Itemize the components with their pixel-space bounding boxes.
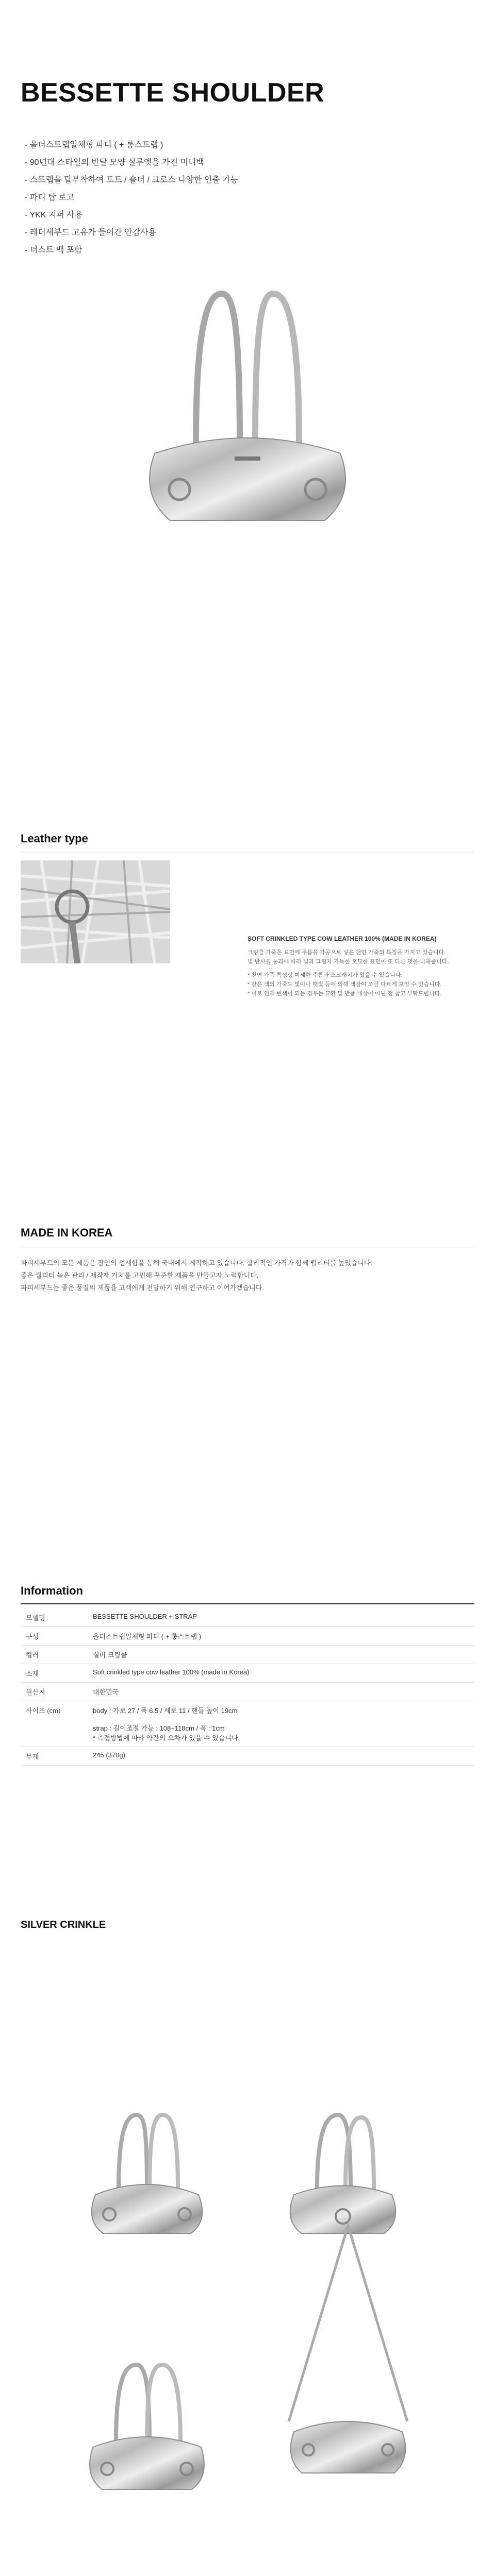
feature-list bbox=[25, 137, 238, 259]
info-key: 모델명 bbox=[21, 1608, 88, 1627]
info-key: 소재 bbox=[21, 1664, 88, 1683]
info-value: 올더스트랩일체형 파디 ( + 롱스트랩 ) bbox=[88, 1627, 474, 1646]
leather-desc-line: * 이로 인해 변색이 되는 경우는 교환 및 반품 대상이 아닌 점 참고 부탁드립니다. bbox=[248, 991, 442, 997]
info-key: 컬러 bbox=[21, 1646, 88, 1664]
table-row bbox=[21, 1664, 474, 1683]
leather-desc-line: 크링클 가죽은 표면에 주름을 가공으로 넣은 천연 가죽의 특징을 가지고 있습니다. bbox=[248, 950, 446, 956]
feature-item: - 올더스트랩일체형 파디 ( + 롱스트랩 ) bbox=[25, 141, 163, 149]
info-value: 실버 크링클 bbox=[88, 1646, 474, 1664]
table-row bbox=[21, 1608, 474, 1627]
info-value: 245 (370g) bbox=[88, 1747, 474, 1766]
table-row bbox=[21, 1747, 474, 1766]
feature-item: - 90년대 스타일의 반달 모양 실루엣을 가진 미니백 bbox=[25, 158, 204, 167]
color-heading: SILVER CRINKLE bbox=[21, 1919, 106, 1930]
info-key: 원산지 bbox=[21, 1683, 88, 1701]
table-row bbox=[21, 1627, 474, 1646]
bag-interior-image bbox=[77, 2566, 222, 2576]
made-heading: MADE IN KOREA bbox=[21, 1226, 113, 1239]
hero-bag-image bbox=[119, 278, 376, 567]
leather-closeup-image bbox=[21, 860, 170, 963]
info-key: 사이즈 (cm) bbox=[21, 1701, 88, 1747]
info-key: 구성 bbox=[21, 1627, 88, 1646]
table-row bbox=[21, 1683, 474, 1701]
made-line: 파피세부드는 좋은 품질의 제품을 고객에게 전달하기 위해 연구하고 이어가겠습니다. bbox=[21, 1284, 265, 1292]
divider bbox=[21, 1603, 474, 1604]
made-line: 좋은 퀄리티 높은 관리 / 제작자 가치를 고민해 꾸준한 제품을 만들고자 노력합니다. bbox=[21, 1272, 259, 1279]
made-description bbox=[21, 1257, 474, 1294]
information-table bbox=[21, 1608, 474, 1766]
bag-top-image bbox=[77, 2354, 217, 2499]
leather-desc-line: 빛 반사율 통과에 따라 빛과 그림자 가득한 오묘한 표면이 또 다른 멋을 더해줍니다. bbox=[248, 959, 449, 965]
feature-item: - YKK 지퍼 사용 bbox=[25, 211, 83, 219]
bag-strap-image bbox=[273, 2215, 423, 2504]
info-value: 대한민국 bbox=[88, 1683, 474, 1701]
feature-item: - 스트랩을 탈부착하여 토트 / 숄더 / 크로스 다양한 연출 가능 bbox=[25, 176, 239, 184]
table-row bbox=[21, 1646, 474, 1664]
info-key: 무게 bbox=[21, 1747, 88, 1766]
feature-item: - 더스트 백 포함 bbox=[25, 246, 82, 255]
info-value: Soft crinkled type cow leather 100% (made in Korea) bbox=[88, 1664, 474, 1683]
info-value: BESSETTE SHOULDER + STRAP bbox=[88, 1608, 474, 1627]
leather-desc-line: * 천연 가죽 특성상 미세한 주름과 스크래치가 있을 수 있습니다. bbox=[248, 972, 403, 978]
product-title: BESSETTE SHOULDER bbox=[21, 78, 325, 108]
information-heading: Information bbox=[21, 1584, 83, 1597]
made-line: 파피세부드의 모든 제품은 장인의 섬세함을 통해 국내에서 제작하고 있습니다. 합리적인 가격과 함께 퀄리티를 높였습니다. bbox=[21, 1259, 373, 1267]
info-value: body : 가로 27 / 폭 6.5 / 세로 11 / 핸들 높이 19cm strap : 길이조절 가능 : 108~118cm / 폭 : 1cm * 측정방법에 따라 약간의 오차가 있을 수 있습니다. bbox=[88, 1701, 474, 1747]
bag-front-image bbox=[77, 2107, 217, 2241]
table-row bbox=[21, 1701, 474, 1747]
leather-description bbox=[248, 948, 474, 998]
feature-item: - 레더세부드 고유가 들어간 안감사용 bbox=[25, 228, 156, 237]
leather-desc-line: * 같은 색의 가죽도 빛이나 햇빛 등에 의해 색감이 조금 다르게 보일 수 있습니다. bbox=[248, 981, 442, 988]
leather-heading: Leather type bbox=[21, 832, 88, 845]
feature-item: - 파디 탑 로고 bbox=[25, 193, 74, 202]
leather-caption: SOFT CRINKLED TYPE COW LEATHER 100% (MADE IN KOREA) bbox=[248, 935, 437, 942]
